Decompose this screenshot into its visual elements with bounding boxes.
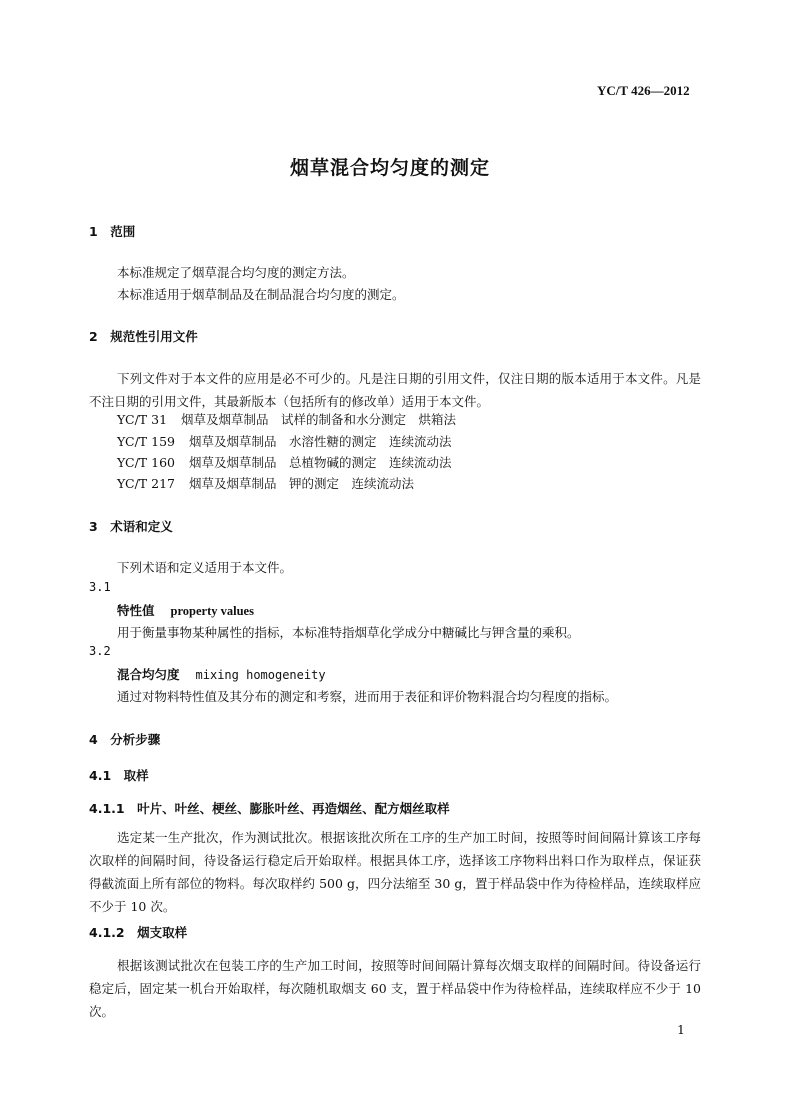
reference-code: YC/T 31 xyxy=(117,412,168,427)
subsection-4-1-2-heading: 4.1.2 烟支取样 xyxy=(89,925,188,940)
reference-item xyxy=(117,432,452,450)
section-4-heading: 4 分析步骤 xyxy=(89,732,161,747)
term-chinese: 特性值 xyxy=(117,603,155,618)
reference-title: 烟草及烟草制品 总植物碱的测定 连续流动法 xyxy=(188,455,452,470)
reference-item xyxy=(117,453,452,471)
section-2-paragraph: 下列文件对于本文件的应用是必不可少的。凡是注日期的引用文件，仅注日期的版本适用于本文件。凡是不注日期的引用文件，其最新版本（包括所有的修改单）适用于本文件。 xyxy=(89,371,701,409)
section-3-heading: 3 术语和定义 xyxy=(89,519,173,534)
term-number: 3.1 xyxy=(89,580,111,594)
page-title: 烟草混合均匀度的测定 xyxy=(290,157,491,179)
term-english: property values xyxy=(170,604,254,618)
term-number: 3.2 xyxy=(89,644,111,658)
document-code: YC/T 426—2012 xyxy=(597,83,690,98)
reference-code: YC/T 160 xyxy=(117,455,175,470)
term-english: mixing homogeneity xyxy=(195,668,326,682)
reference-title: 烟草及烟草制品 试样的制备和水分测定 烘箱法 xyxy=(181,412,457,427)
term-title xyxy=(117,665,326,683)
subsection-4-1-1-heading: 4.1.1 叶片、叶丝、梗丝、膨胀叶丝、再造烟丝、配方烟丝取样 xyxy=(89,801,450,816)
reference-item xyxy=(117,410,456,428)
section-1-heading: 1 范围 xyxy=(89,224,136,239)
reference-title: 烟草及烟草制品 钾的测定 连续流动法 xyxy=(188,476,414,491)
term-definition: 通过对物料特性值及其分布的测定和考察，进而用于表征和评价物料混合均匀程度的指标。 xyxy=(117,689,618,704)
reference-title: 烟草及烟草制品 水溶性糖的测定 连续流动法 xyxy=(188,434,452,449)
section-1-paragraph-1: 本标准规定了烟草混合均匀度的测定方法。 xyxy=(117,265,355,280)
section-2-heading: 2 规范性引用文件 xyxy=(89,329,198,344)
term-definition: 用于衡量事物某种属性的指标，本标准特指烟草化学成分中糖碱比与钾含量的乘积。 xyxy=(117,625,580,640)
reference-code: YC/T 217 xyxy=(117,476,175,491)
subsection-4-1-2-paragraph: 根据该测试批次在包装工序的生产加工时间，按照等时间间隔计算每次烟支取样的间隔时间。待设备运行稳定后，固定某一机台开始取样，每次随机取烟支 60 支，置于样品袋中作为待检样品，连续取样应不少于 10 次。 xyxy=(89,958,701,1019)
section-3-intro: 下列术语和定义适用于本文件。 xyxy=(117,560,293,575)
section-1-paragraph-2: 本标准适用于烟草制品及在制品混合均匀度的测定。 xyxy=(117,287,405,302)
subsection-4-1-1-paragraph: 选定某一生产批次，作为测试批次。根据该批次所在工序的生产加工时间，按照等时间间隔计算该工序每次取样的间隔时间，待设备运行稳定后开始取样。根据具体工序，选择该工序物料出料口作为取样点，保证获得截流面上所有部位的物料。每次取样约 500 g，四分法缩至 30 g，置于样品袋中作为待检样品，连续取样应不少于 10 次。 xyxy=(89,830,701,914)
term-chinese: 混合均匀度 xyxy=(117,667,180,682)
term-title xyxy=(117,601,254,619)
reference-code: YC/T 159 xyxy=(117,434,175,449)
reference-item xyxy=(117,474,414,492)
subsection-4-1-heading: 4.1 取样 xyxy=(89,768,149,783)
page-number: 1 xyxy=(677,1022,685,1037)
